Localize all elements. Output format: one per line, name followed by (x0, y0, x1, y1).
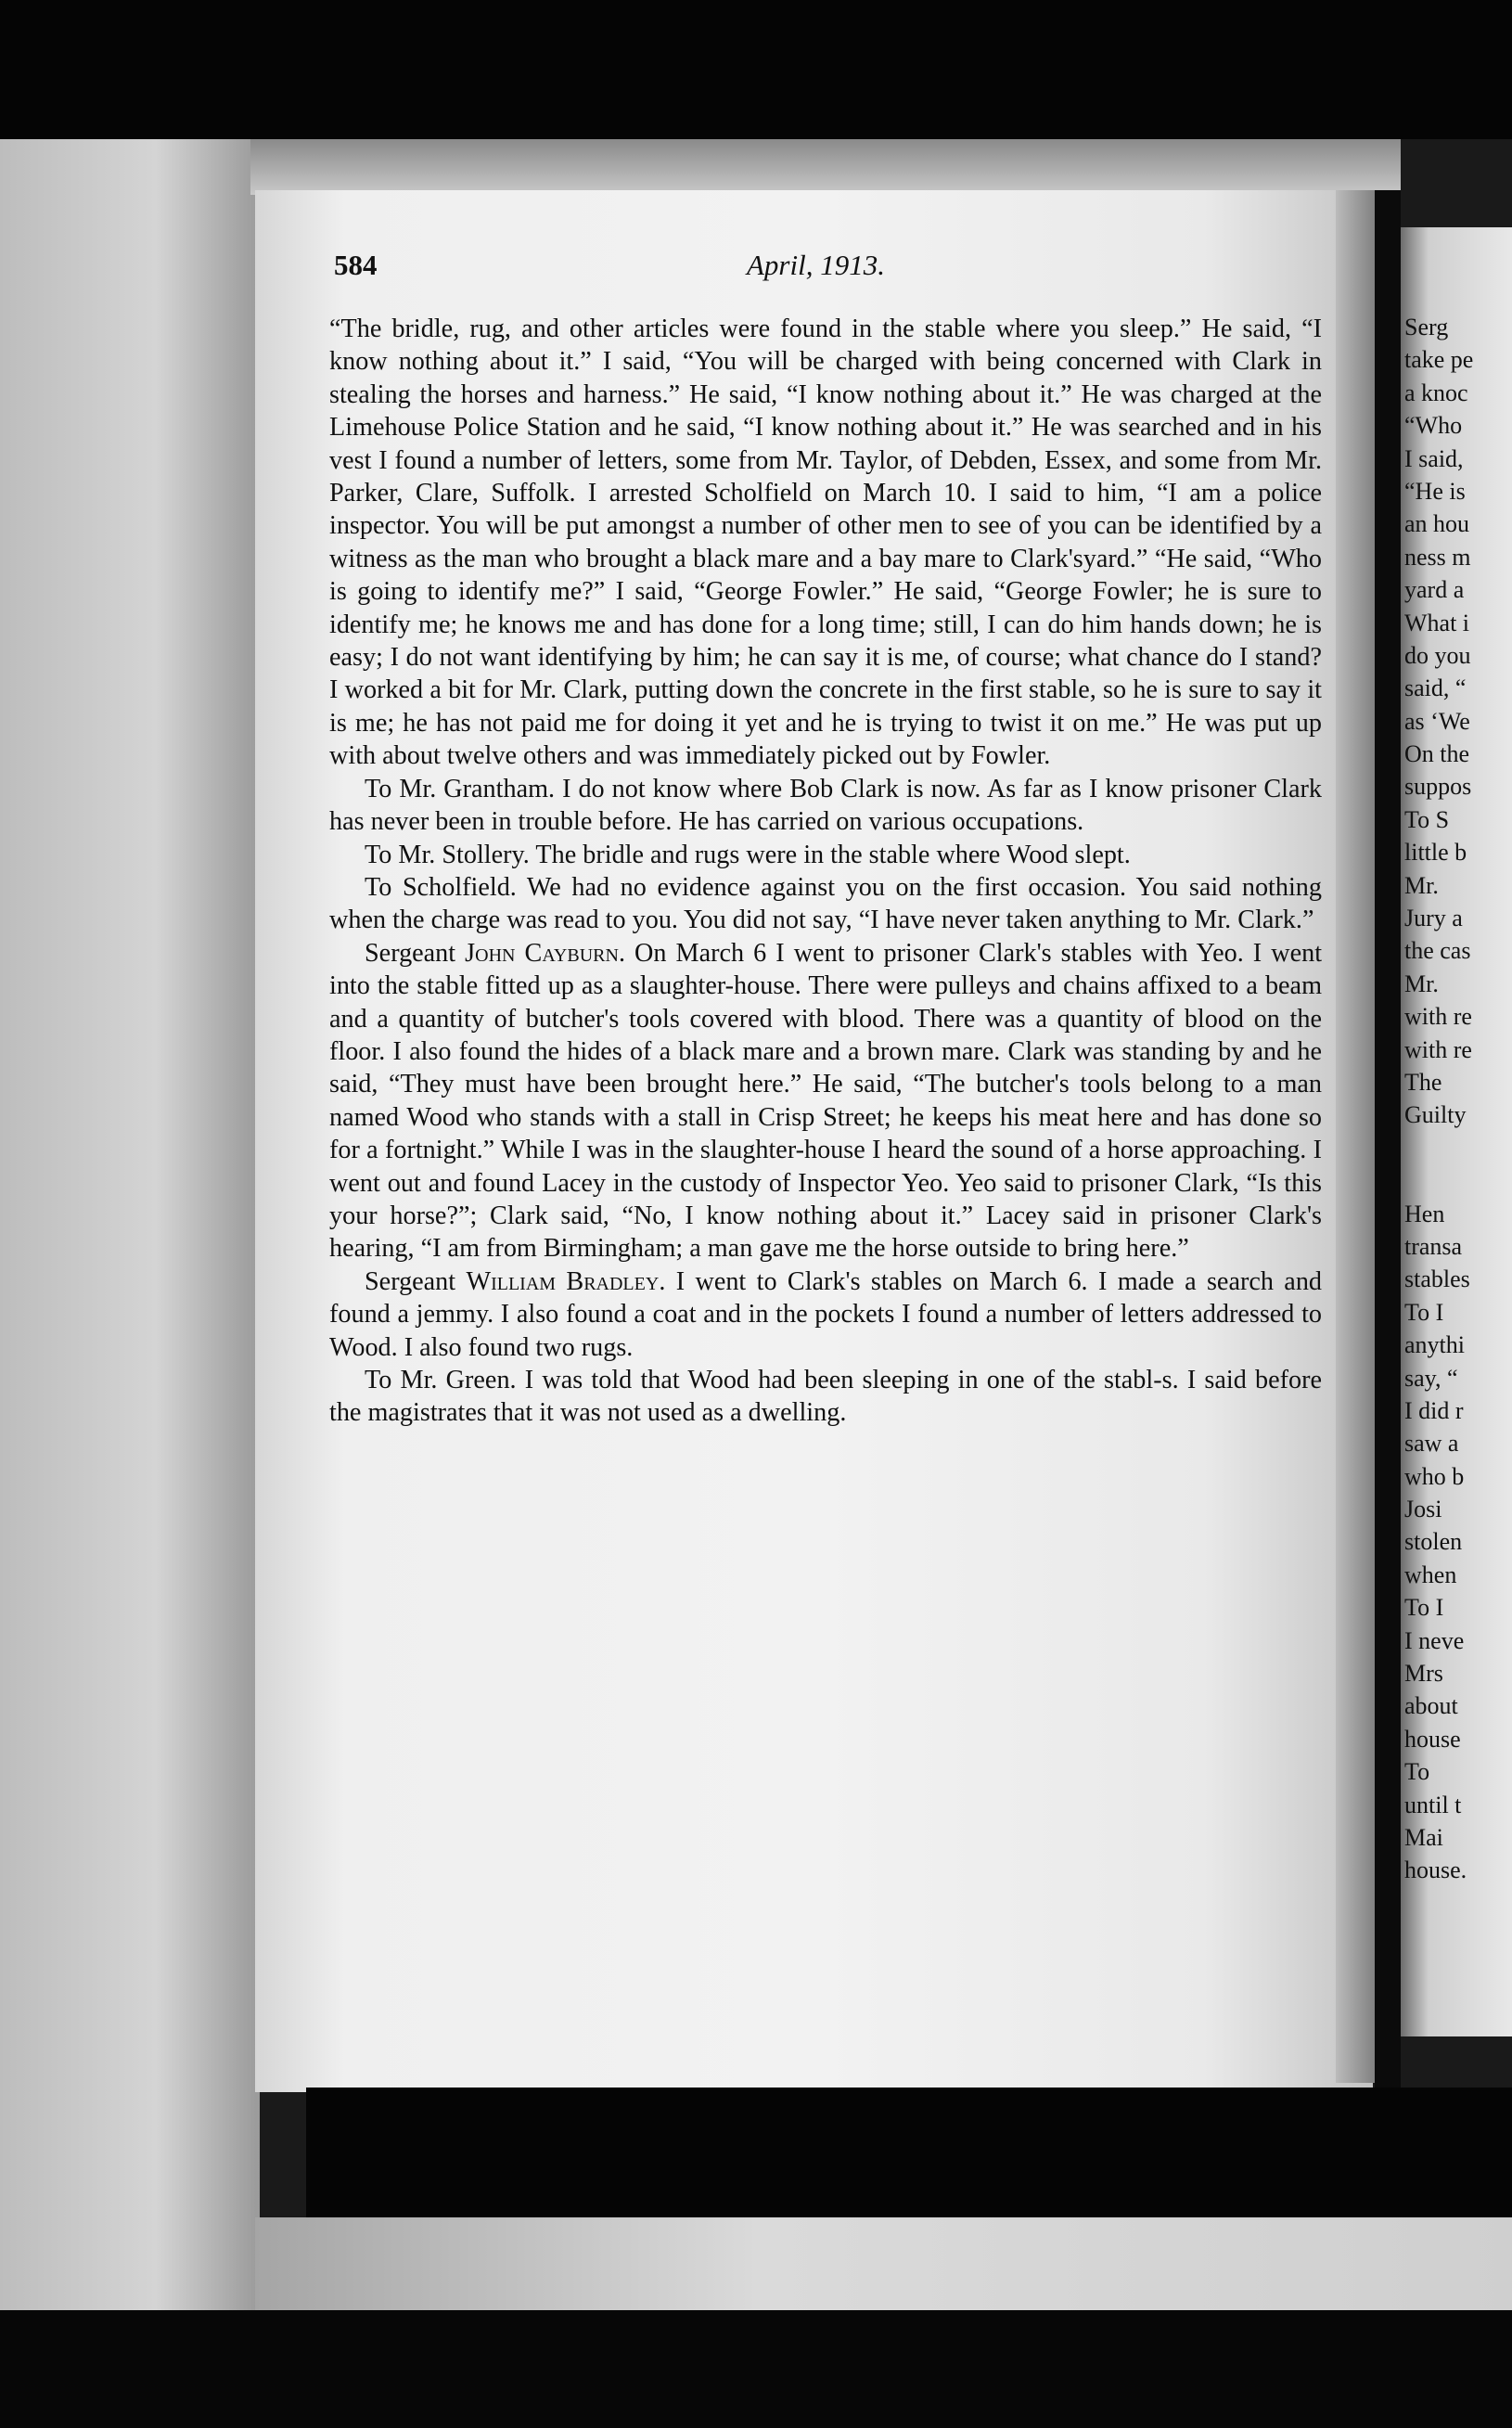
facing-page-line: Hen (1404, 1200, 1445, 1227)
witness-testimony: On March 6 I went to prisoner Clark's stables with Yeo. I went into the stable fitted up as a slaughter-house. There were pulleys and chains affixed to a beam and a quantity of butcher's tools covered with blood. There was a quantity of blood on the floor. I also found the hides of a black mare and a brown mare. Clark was standing by and he said, “They must have been brought here.” He said, “The butcher's tools belong to a man named Wood who stands with a stall in Crisp Street; he keeps his meat here and has done so for a fortnight.” While I was in the slaughter-house I heard the sound of a horse approaching. I went out and found Lacey in the custody of Inspector Yeo. Yeo said to prisoner Clark, “Is this your horse?”; Clark said, “No, I know nothing about it.” Lacey said in prisoner Clark's hearing, “I am from Birmingham; a man gave me the horse outside to bring here.” (329, 938, 1323, 1264)
witness-prefix: Sergeant (365, 1266, 456, 1296)
facing-page-line: do you (1404, 641, 1471, 669)
page-header (334, 249, 1317, 286)
facing-page-line: To I (1404, 1594, 1444, 1622)
facing-page-line (1404, 1132, 1473, 1164)
paragraph: “The bridle, rug, and other articles were found in the stable where you sleep.” He said, “I know nothing about it.” I said, “You will be charged with being concerned with Clark in stealing the horses and harness.” He said, “I know nothing about it.” He was charged at the Limehouse Police Station and he said, “I know nothing about it.” He was searched and in his vest I found a number of letters, some from Mr. Taylor, of Debden, Essex, and some from Mr. Parker, Clare, Suffolk. I arrested Scholfield on March 10. I said to him, “I am a police inspector. You will be put amongst a number of other men to see of you can be identified by a witness as the man who brought a black mare and a bay mare to Clark'syard.” “He said, “Who is going to identify me?” I said, “George Fowler.” He said, “George Fowler; he is sure to identify me; he knows me and has done for a long time; still, I can do him hands down; he is easy; I do not want identifying by him; he can say it is me, of course; what chance do I stand? I worked a bit for Mr. Clark, putting down the concrete in the first stable, so he is sure to say it is me; he has not paid me for doing it yet and he is trying to twist it on me.” He was put up with about twelve others and was immediately picked out by Fowler. (329, 315, 1322, 771)
witness-prefix: Sergeant (365, 938, 456, 968)
facing-page-line: house (1404, 1725, 1461, 1753)
facing-page-line: stolen (1404, 1528, 1463, 1556)
paragraph: To Mr. Stollery. The bridle and rugs were in the stable where Wood slept. (365, 840, 1131, 869)
facing-page-line: when (1404, 1561, 1457, 1588)
facing-page-line: “He is (1404, 477, 1466, 505)
paragraph: Sergeant John Cayburn. On March 6 I went to prisoner Clark's stables with Yeo. I went into the stable fitted up as a slaughter-house. There were pulleys and chains affixed to a beam and a quantity of butcher's tools covered with blood. There was a quantity of blood on the floor. I also found the hides of a black mare and a brown mare. Clark was standing by and he said, “They must have been brought here.” He said, “The butcher's tools belong to a man named Wood who stands with a stall in Crisp Street; he keeps his meat here and has done so for a fortnight.” While I was in the slaughter-house I heard the sound of a horse approaching. I went out and found Lacey in the custody of Inspector Yeo. Yeo said to prisoner Clark, “Is this your horse?”; Clark said, “No, I know nothing about it.” Lacey said in prisoner Clark's hearing, “I am from Birmingham; a man gave me the horse outside to bring here.” (329, 938, 1323, 1264)
facing-page-line: Jury a (1404, 905, 1463, 932)
facing-page-line: I neve (1404, 1626, 1465, 1654)
witness-testimony: I went to Clark's stables on March 6. I made a search and found a jemmy. I also found a coat and in the pockets I found a number of letters addressed to Wood. I also found two rugs. (329, 1266, 1323, 1362)
facing-page-line: who b (1404, 1462, 1465, 1490)
page-edge (1336, 190, 1377, 2083)
top-black-band (0, 0, 1512, 139)
facing-page-line: with re (1404, 1035, 1472, 1063)
facing-page-line: said, “ (1404, 674, 1467, 702)
facing-page-line: Mai (1404, 1823, 1443, 1851)
page-top-shadow (250, 139, 1401, 195)
facing-page-line: little b (1404, 839, 1467, 867)
facing-page-line: say, “ (1404, 1364, 1458, 1392)
witness-name: John Cayburn (465, 938, 619, 968)
facing-page-line: ness m (1404, 543, 1471, 571)
facing-page-line: a knoc (1404, 379, 1468, 406)
facing-page-line: house. (1404, 1856, 1467, 1884)
facing-page-line: To (1404, 1758, 1430, 1786)
paragraph: To Scholfield. We had no evidence against you on the first occasion. You said nothing when the charge was read to you. You did not say, “I have never taken anything to Mr. Clark.” (329, 872, 1322, 935)
book-page-right-fragment (1401, 227, 1512, 2036)
facing-page-line: suppos (1404, 773, 1472, 801)
paragraph: Sergeant William Bradley. I went to Clark's stables on March 6. I made a search and found a jemmy. I also found a coat and in the pockets I found a number of letters addressed to Wood. I also found two rugs. (329, 1266, 1323, 1362)
page-number: 584 (334, 249, 378, 281)
facing-page-line: anythi (1404, 1331, 1465, 1359)
facing-page-line: take pe (1404, 346, 1474, 374)
facing-page-line: Guilty (1404, 1101, 1467, 1129)
facing-page-line: “Who (1404, 412, 1463, 440)
facing-page-line: The (1404, 1068, 1442, 1096)
facing-page-line: until t (1404, 1791, 1462, 1818)
book-gutter (1375, 190, 1401, 2101)
facing-page-line: What i (1404, 609, 1470, 636)
lower-black-bar (306, 2088, 1512, 2217)
facing-page-line: yard a (1404, 576, 1465, 604)
background-left-margin (0, 0, 260, 2428)
facing-page-text (1404, 311, 1473, 1887)
facing-page-line: On the (1404, 740, 1470, 768)
facing-page-line: with re (1404, 1003, 1472, 1031)
facing-page-line: Serg (1404, 314, 1449, 340)
facing-page-line (1404, 1164, 1473, 1197)
facing-page-line: Mr. (1404, 871, 1439, 899)
facing-page-line: as ‘We (1404, 707, 1470, 735)
facing-page-line: the cas (1404, 937, 1471, 965)
facing-page-line: I did r (1404, 1396, 1464, 1424)
facing-page-line: transa (1404, 1232, 1463, 1260)
facing-page-line: an hou (1404, 510, 1470, 538)
facing-page-line: To I (1404, 1298, 1444, 1326)
facing-page-line: I said, (1404, 444, 1464, 472)
facing-page-line: about (1404, 1692, 1458, 1720)
paragraph: To Mr. Green. I was told that Wood had been sleeping in one of the stabl‑s. I said before the magistrates that it was not used as a dwelling. (329, 1366, 1322, 1428)
facing-page-line: Mrs (1404, 1660, 1443, 1688)
facing-page-line: To S (1404, 805, 1450, 833)
under-page-strip (255, 2217, 1512, 2310)
facing-page-line: Mr. (1404, 970, 1439, 997)
running-title: April, 1913. (747, 249, 885, 281)
page-body-text (329, 313, 1322, 1430)
facing-page-line: stables (1404, 1265, 1470, 1293)
facing-page-line: saw a (1404, 1430, 1459, 1458)
facing-page-line: Josi (1404, 1496, 1442, 1523)
witness-name: William Bradley (466, 1266, 660, 1296)
paragraph: To Mr. Grantham. I do not know where Bob Clark is now. As far as I know prisoner Clark has never been in trouble before. He has carried on various occupations. (329, 774, 1322, 837)
bottom-black-band (0, 2310, 1512, 2428)
